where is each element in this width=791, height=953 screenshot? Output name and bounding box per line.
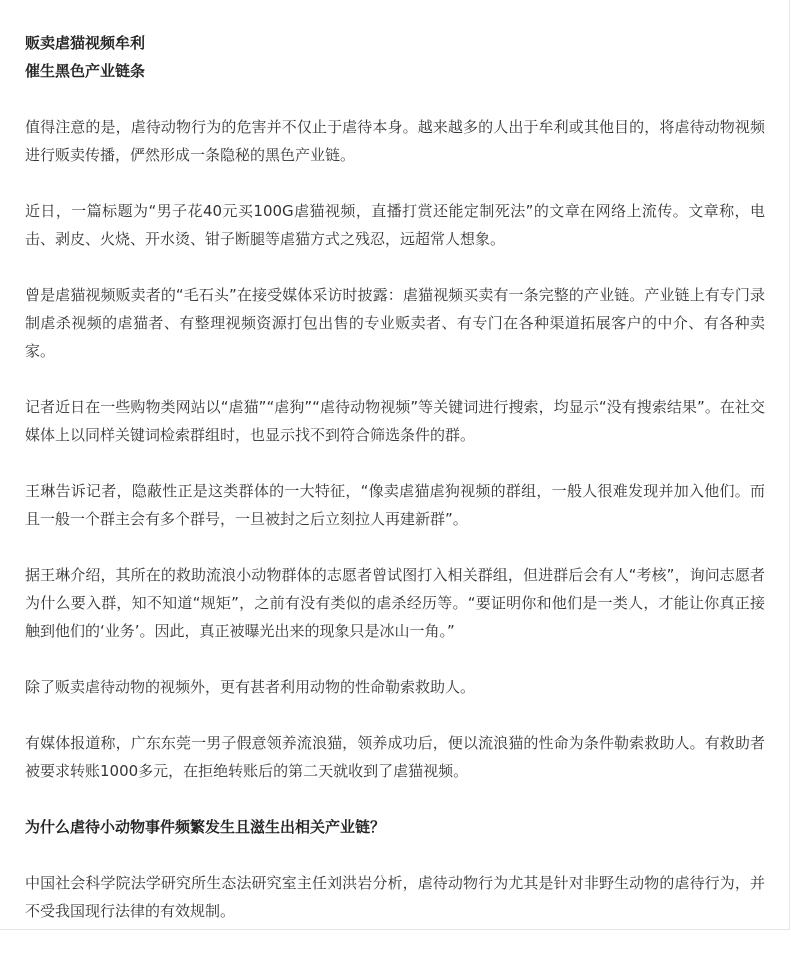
paragraph-4: 记者近日在一些购物类网站以“虐猫”“虐狗”“虐待动物视频”等关键词进行搜索，均显示“没有搜索结果”。在社交媒体上以同样关键词检索群组时，也显示找不到符合筛选条件的群。 xyxy=(25,398,765,444)
paragraph-6: 据王琳介绍，其所在的救助流浪小动物群体的志愿者曾试图打入相关群组，但进群后会有人“考核”，询问志愿者为什么要入群，知不知道“规矩”，之前有没有类似的虐杀经历等。“要证明你和他们是一类人，才能让你真正接触到他们的‘业务’。因此，真正被曝光出来的现象只是冰山一角。” xyxy=(25,566,765,640)
section-heading: 为什么虐待小动物事件频繁发生且滋生出相关产业链？ xyxy=(25,818,386,836)
article-body xyxy=(25,29,765,953)
closing-paragraph: 中国社会科学院法学研究所生态法研究室主任刘洪岩分析，虐待动物行为尤其是针对非野生动物的虐待行为，并不受我国现行法律的有效规制。 xyxy=(25,874,765,920)
paragraph-8: 有媒体报道称，广东东莞一男子假意领养流浪猫，领养成功后，便以流浪猫的性命为条件勒索救助人。有救助者被要求转账1000多元，在拒绝转账后的第二天就收到了虐猫视频。 xyxy=(25,734,765,780)
heading-line-2: 催生黑色产业链条 xyxy=(25,62,146,80)
paragraph-2: 近日，一篇标题为“男子花40元买100G虐猫视频，直播打赏还能定制死法”的文章在网络上流传。文章称，电击、剥皮、火烧、开水烫、钳子断腿等虐猫方式之残忍，远超常人想象。 xyxy=(25,202,765,248)
paragraph-5: 王琳告诉记者，隐蔽性正是这类群体的一大特征，“像卖虐猫虐狗视频的群组，一般人很难发现并加入他们。而且一般一个群主会有多个群号，一旦被封之后立刻拉人再建新群”。 xyxy=(25,482,765,528)
paragraph-1: 值得注意的是，虐待动物行为的危害并不仅止于虐待本身。越来越多的人出于牟利或其他目的，将虐待动物视频进行贩卖传播，俨然形成一条隐秘的黑色产业链。 xyxy=(25,118,765,164)
paragraph-7: 除了贩卖虐待动物的视频外，更有甚者利用动物的性命勒索救助人。 xyxy=(25,678,476,696)
paragraph-3: 曾是虐猫视频贩卖者的“毛石头”在接受媒体采访时披露：虐猫视频买卖有一条完整的产业链。产业链上有专门录制虐杀视频的虐猫者、有整理视频资源打包出售的专业贩卖者、有专门在各种渠道拓展客户的中介、有各种卖家。 xyxy=(25,286,765,360)
article-heading xyxy=(25,29,765,85)
heading-line-1: 贩卖虐猫视频牟利 xyxy=(25,34,146,52)
